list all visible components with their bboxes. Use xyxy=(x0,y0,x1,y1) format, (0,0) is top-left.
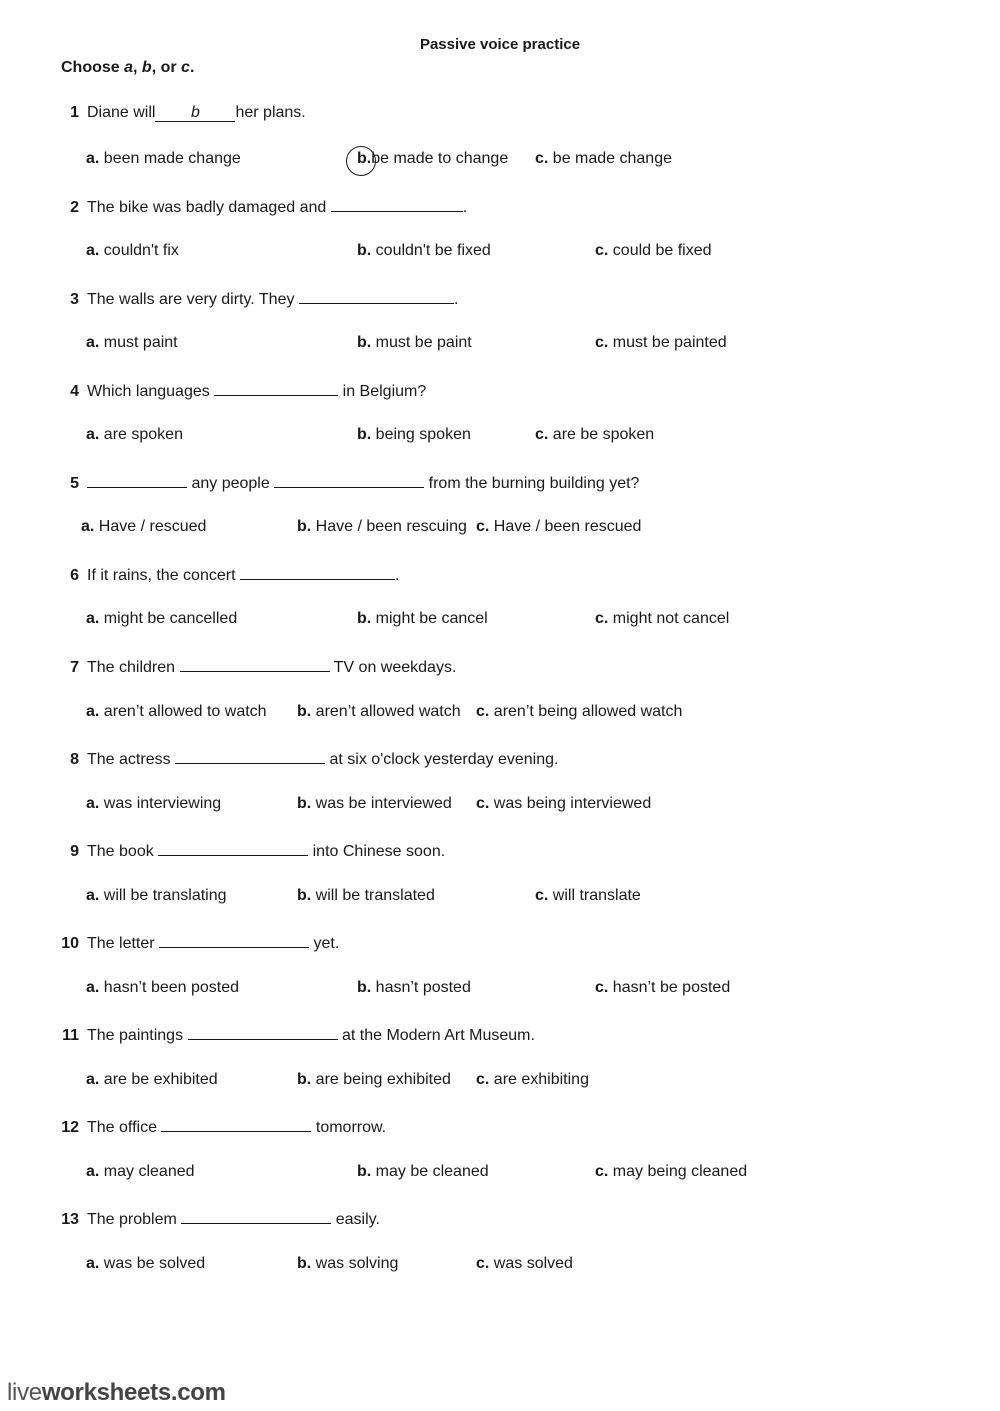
option-c[interactable] xyxy=(595,609,729,629)
option-c[interactable] xyxy=(476,702,682,722)
option-c[interactable] xyxy=(595,333,727,353)
option-b[interactable] xyxy=(297,702,461,722)
option-text: could be fixed xyxy=(612,242,712,259)
option-text: being spoken xyxy=(375,426,471,443)
question-number: 5 xyxy=(70,475,79,492)
logo-light-text: live xyxy=(7,1379,42,1406)
option-text: aren’t allowed watch xyxy=(315,703,461,720)
option-letter: a. xyxy=(86,1255,100,1272)
option-text: might be cancel xyxy=(375,610,488,627)
option-c[interactable] xyxy=(476,1070,589,1090)
instructions-suffix: . xyxy=(189,59,195,76)
answer-blank[interactable] xyxy=(175,747,325,764)
question-text-before: The book xyxy=(87,843,154,860)
logo-bold-text: worksheets xyxy=(41,1379,171,1406)
option-letter: a. xyxy=(86,1163,100,1180)
option-text: was interviewing xyxy=(103,795,222,812)
question-number: 13 xyxy=(61,1211,79,1228)
option-b[interactable] xyxy=(297,1254,398,1274)
question-4 xyxy=(60,379,426,399)
option-letter: c. xyxy=(595,979,609,996)
option-text: will be translated xyxy=(315,887,435,904)
option-letter: b. xyxy=(357,610,372,627)
question-number: 8 xyxy=(70,751,79,768)
option-letter: a. xyxy=(86,703,100,720)
option-text: are spoken xyxy=(103,426,183,443)
option-a[interactable] xyxy=(86,1162,195,1182)
option-letter: c. xyxy=(595,242,609,259)
question-13 xyxy=(60,1207,380,1227)
option-text: are be exhibited xyxy=(103,1071,218,1088)
question-text-after: in Belgium? xyxy=(342,383,427,400)
option-c[interactable] xyxy=(595,978,730,998)
question-text-after: TV on weekdays. xyxy=(333,659,457,676)
answer-blank-1[interactable] xyxy=(87,471,187,488)
question-12 xyxy=(60,1115,386,1135)
question-text-after: . xyxy=(462,199,468,216)
liveworksheets-logo[interactable] xyxy=(7,1379,226,1407)
question-text-before: The letter xyxy=(87,935,155,952)
option-b[interactable] xyxy=(357,241,491,261)
answer-blank[interactable] xyxy=(188,1023,338,1040)
option-c[interactable] xyxy=(476,517,641,537)
question-text-after: . xyxy=(453,291,459,308)
selected-answer-circle xyxy=(346,146,376,176)
option-c[interactable] xyxy=(535,886,641,906)
question-text-after: easily. xyxy=(335,1211,380,1228)
option-text: aren’t being allowed watch xyxy=(493,703,683,720)
option-text: might be cancelled xyxy=(103,610,238,627)
option-letter: b. xyxy=(297,703,312,720)
question-text-after: her plans. xyxy=(235,104,306,121)
option-text: may being cleaned xyxy=(612,1163,748,1180)
option-b[interactable] xyxy=(357,149,508,169)
question-2 xyxy=(60,195,467,215)
option-c[interactable] xyxy=(595,1162,747,1182)
option-text: hasn’t posted xyxy=(375,979,471,996)
option-a[interactable] xyxy=(86,1070,218,1090)
option-letter: b. xyxy=(357,242,372,259)
option-text: Have / been rescuing xyxy=(315,518,467,535)
question-text-before: If it rains, the concert xyxy=(87,567,236,584)
option-letter: c. xyxy=(476,1255,490,1272)
option-letter: c. xyxy=(535,887,549,904)
option-b[interactable] xyxy=(357,1162,489,1182)
question-6 xyxy=(60,563,399,583)
question-text-before: The actress xyxy=(87,751,171,768)
option-letter: a. xyxy=(86,795,100,812)
option-text: are exhibiting xyxy=(493,1071,589,1088)
question-number: 10 xyxy=(61,935,79,952)
option-letter: c. xyxy=(595,610,609,627)
answer-blank[interactable] xyxy=(331,195,463,212)
question-text-before: Diane will xyxy=(87,104,156,121)
instructions-prefix: Choose xyxy=(61,59,125,76)
option-text: be made to change xyxy=(371,150,509,167)
question-text-after: tomorrow. xyxy=(315,1119,387,1136)
option-a[interactable] xyxy=(86,978,239,998)
option-a[interactable] xyxy=(86,609,237,629)
option-text: must be paint xyxy=(375,334,472,351)
option-letter: b. xyxy=(357,334,372,351)
option-text: was be solved xyxy=(103,1255,206,1272)
option-b[interactable] xyxy=(357,425,471,445)
option-text: are be spoken xyxy=(552,426,655,443)
option-letter: c. xyxy=(476,703,490,720)
option-a[interactable] xyxy=(86,241,179,261)
question-9 xyxy=(60,839,445,859)
option-letter: c. xyxy=(476,518,490,535)
answer-blank[interactable] xyxy=(181,1207,331,1224)
option-letter: c. xyxy=(595,1163,609,1180)
option-text: be made change xyxy=(552,150,672,167)
option-letter: a. xyxy=(86,610,100,627)
question-number: 1 xyxy=(70,104,79,121)
instructions-c: c xyxy=(181,59,190,76)
option-b[interactable] xyxy=(357,609,488,629)
option-letter: c. xyxy=(535,426,549,443)
answer-blank[interactable] xyxy=(161,1115,311,1132)
option-text: are being exhibited xyxy=(315,1071,451,1088)
option-letter: a. xyxy=(86,426,100,443)
question-5 xyxy=(60,471,639,491)
answer-blank[interactable] xyxy=(299,287,454,304)
option-a[interactable] xyxy=(86,886,227,906)
option-b[interactable] xyxy=(357,978,471,998)
option-text: couldn't fix xyxy=(103,242,179,259)
question-number: 4 xyxy=(70,383,79,400)
option-letter: b. xyxy=(357,426,372,443)
question-number: 9 xyxy=(70,843,79,860)
option-letter: b. xyxy=(297,887,312,904)
question-number: 2 xyxy=(70,199,79,216)
option-a[interactable] xyxy=(86,333,178,353)
option-letter: c. xyxy=(595,334,609,351)
option-text: may be cleaned xyxy=(375,1163,489,1180)
question-1 xyxy=(60,103,306,123)
answer-blank[interactable] xyxy=(214,379,338,396)
option-letter: b. xyxy=(357,150,372,167)
option-c[interactable] xyxy=(476,794,651,814)
option-letter: a. xyxy=(86,979,100,996)
option-c[interactable] xyxy=(595,241,712,261)
question-text-before: The problem xyxy=(87,1211,177,1228)
question-text-after: from the burning building yet? xyxy=(428,475,640,492)
question-11 xyxy=(60,1023,535,1043)
question-number: 6 xyxy=(70,567,79,584)
option-text: must be painted xyxy=(612,334,727,351)
question-7 xyxy=(60,655,456,675)
instructions xyxy=(61,59,194,77)
option-c[interactable] xyxy=(476,1254,573,1274)
option-a[interactable] xyxy=(86,425,183,445)
answer-blank[interactable] xyxy=(180,655,330,672)
question-text-middle: any people xyxy=(191,475,270,492)
option-text: will translate xyxy=(552,887,641,904)
question-text-after: yet. xyxy=(313,935,340,952)
option-letter: a. xyxy=(86,1071,100,1088)
instructions-a: a xyxy=(124,59,134,76)
option-a[interactable] xyxy=(86,794,221,814)
option-c[interactable] xyxy=(535,425,654,445)
option-text: hasn’t be posted xyxy=(612,979,731,996)
question-text-after: . xyxy=(394,567,400,584)
question-text-before: The office xyxy=(87,1119,157,1136)
option-b[interactable] xyxy=(297,794,452,814)
option-b[interactable] xyxy=(297,886,435,906)
option-text: Have / been rescued xyxy=(493,518,642,535)
option-letter: b. xyxy=(297,518,312,535)
instructions-sep2: , or xyxy=(151,59,182,76)
option-c[interactable] xyxy=(535,149,672,169)
option-text: might not cancel xyxy=(612,610,730,627)
question-text-before: Which languages xyxy=(87,383,210,400)
option-letter: b. xyxy=(297,1071,312,1088)
option-text: couldn't be fixed xyxy=(375,242,491,259)
question-number: 12 xyxy=(61,1119,79,1136)
question-text-before: The bike was badly damaged and xyxy=(87,199,327,216)
answer-blank[interactable] xyxy=(158,839,308,856)
option-a[interactable] xyxy=(86,149,241,169)
option-letter: a. xyxy=(86,334,100,351)
option-b[interactable] xyxy=(297,517,467,537)
question-10 xyxy=(60,931,339,951)
option-letter: b. xyxy=(357,1163,372,1180)
option-text: was solved xyxy=(493,1255,573,1272)
option-text: hasn’t been posted xyxy=(103,979,240,996)
question-text-before: The children xyxy=(87,659,176,676)
question-text-after: at the Modern Art Museum. xyxy=(341,1027,535,1044)
answer-blank[interactable] xyxy=(159,931,309,948)
answer-blank[interactable] xyxy=(240,563,395,580)
instructions-sep1: , xyxy=(133,59,142,76)
option-letter: a. xyxy=(86,150,100,167)
option-letter: c. xyxy=(476,795,490,812)
option-text: Have / rescued xyxy=(98,518,207,535)
question-8 xyxy=(60,747,558,767)
question-text-after: at six o'clock yesterday evening. xyxy=(329,751,559,768)
question-number: 3 xyxy=(70,291,79,308)
option-letter: b. xyxy=(297,1255,312,1272)
option-text: was solving xyxy=(315,1255,399,1272)
option-text: been made change xyxy=(103,150,241,167)
option-text: was be interviewed xyxy=(315,795,452,812)
option-a[interactable] xyxy=(86,1254,205,1274)
option-text: was being interviewed xyxy=(493,795,652,812)
question-number: 11 xyxy=(62,1027,79,1044)
answer-blank-2[interactable] xyxy=(274,471,424,488)
question-number: 7 xyxy=(70,659,79,676)
option-letter: a. xyxy=(86,887,100,904)
option-text: may cleaned xyxy=(103,1163,195,1180)
option-letter: a. xyxy=(86,242,100,259)
option-text: aren’t allowed to watch xyxy=(103,703,267,720)
answer-blank[interactable]: b xyxy=(155,105,235,122)
question-text-before: The paintings xyxy=(87,1027,184,1044)
option-a[interactable] xyxy=(86,702,267,722)
instructions-b: b xyxy=(141,59,152,76)
option-text: must paint xyxy=(103,334,178,351)
option-b[interactable] xyxy=(357,333,472,353)
option-b[interactable] xyxy=(297,1070,451,1090)
worksheet-title: Passive voice practice xyxy=(419,36,581,53)
option-text: will be translating xyxy=(103,887,227,904)
option-a[interactable] xyxy=(81,517,206,537)
option-letter: c. xyxy=(535,150,549,167)
question-text-before: The walls are very dirty. They xyxy=(87,291,295,308)
option-letter: c. xyxy=(476,1071,490,1088)
option-letter: a. xyxy=(81,518,95,535)
option-letter: b. xyxy=(297,795,312,812)
question-text-after: into Chinese soon. xyxy=(312,843,446,860)
logo-tail-text: .com xyxy=(170,1379,226,1406)
option-letter: b. xyxy=(357,979,372,996)
question-3 xyxy=(60,287,458,307)
